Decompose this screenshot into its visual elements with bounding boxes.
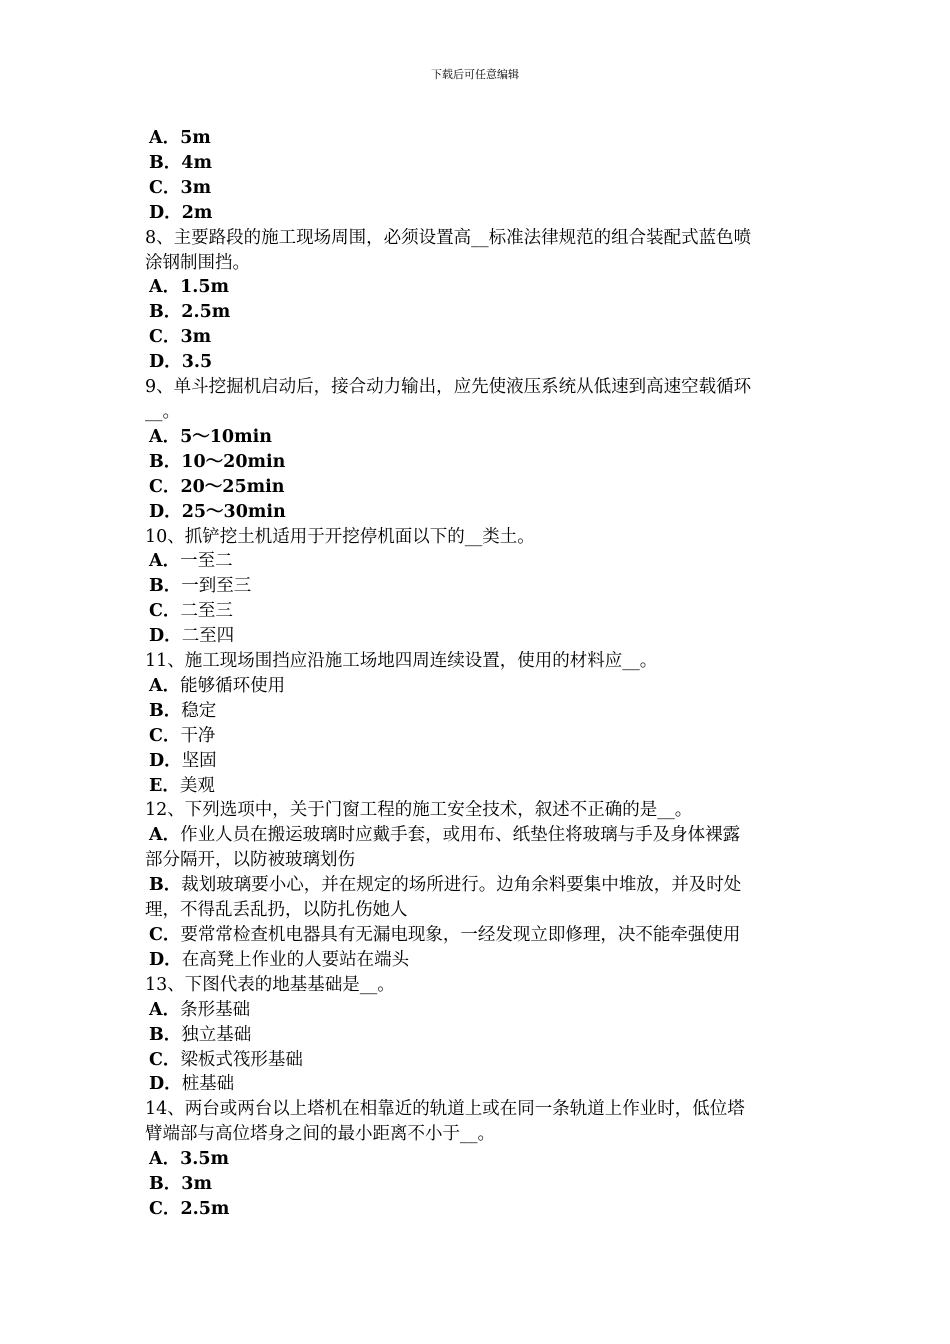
option-text: 3m — [181, 1174, 212, 1195]
option-letter: A． — [149, 999, 181, 1020]
answer-option — [145, 1197, 810, 1222]
answer-option — [145, 275, 810, 300]
option-text: 3m — [180, 177, 212, 198]
question-text: 10、抓铲挖土机适用于开挖停机面以下的__类土。 — [145, 526, 535, 547]
answer-option — [145, 774, 810, 799]
option-letter: C． — [149, 601, 181, 622]
document-body — [145, 126, 810, 1222]
question-text: 13、下图代表的地基基础是__。 — [145, 974, 395, 995]
option-letter: A． — [149, 825, 181, 846]
option-letter: B． — [149, 451, 182, 472]
option-letter: B． — [149, 1024, 182, 1045]
option-text: 裁划玻璃要小心，并在规定的场所进行。边角余料要集中堆放，并及时处 — [181, 875, 742, 896]
answer-option — [145, 350, 810, 375]
option-text: 部分隔开，以防被玻璃划伤 — [145, 850, 355, 871]
option-letter: A． — [149, 128, 181, 148]
option-text: 2m — [181, 202, 213, 223]
option-text: 要常常检查机电器具有无漏电现象，一经发现立即修理，决不能牵强使用 — [180, 925, 741, 945]
option-text: 在高凳上作业的人要站在端头 — [181, 949, 410, 970]
option-text: 桩基础 — [181, 1074, 235, 1095]
option-text: 作业人员在搬运玻璃时应戴手套，或用布、纸垫住将玻璃与手及身体裸露 — [180, 825, 741, 846]
option-text: 一到至三 — [181, 576, 252, 597]
answer-option — [145, 599, 810, 624]
option-text: 坚固 — [181, 750, 217, 771]
page-header: 下载后可任意编辑 — [431, 68, 519, 81]
option-text: 25～30min — [181, 501, 286, 522]
option-text: 3.5m — [180, 1149, 230, 1170]
option-text: 能够循环使用 — [180, 675, 286, 696]
answer-option — [145, 1048, 810, 1073]
answer-option — [145, 724, 810, 749]
option-text: 美观 — [179, 775, 215, 796]
option-letter: C． — [149, 925, 181, 945]
question-text: 14、两台或两台以上塔机在相靠近的轨道上或在同一条轨道上作业时，低位塔 — [145, 1099, 745, 1120]
answer-option — [145, 823, 810, 848]
answer-option — [145, 151, 810, 176]
option-text: 5～10min — [180, 426, 272, 447]
answer-option — [145, 574, 810, 599]
answer-option — [145, 325, 810, 350]
question-text: 臂端部与高位塔身之间的最小距离不小于__。 — [145, 1124, 495, 1145]
option-letter: B． — [149, 1174, 182, 1195]
option-letter: C． — [149, 1198, 181, 1219]
answer-option — [145, 674, 810, 699]
option-text: 2.5m — [181, 302, 231, 323]
option-text: 独立基础 — [181, 1024, 252, 1045]
answer-option — [145, 1147, 810, 1172]
answer-option — [145, 624, 810, 649]
option-text: 20～25min — [180, 476, 285, 497]
question-text: 涂钢制围挡。 — [145, 252, 250, 273]
answer-option — [145, 1072, 810, 1097]
option-letter: D． — [149, 626, 182, 647]
option-text: 3m — [180, 327, 212, 348]
option-letter: E． — [149, 775, 180, 796]
question-text: 11、施工现场围挡应沿施工场地四周连续设置，使用的材料应__。 — [145, 651, 658, 672]
option-text: 3.5 — [181, 352, 213, 373]
answer-option — [145, 873, 810, 898]
option-letter: A． — [149, 426, 181, 447]
answer-option — [145, 1172, 810, 1197]
option-letter: D． — [149, 501, 182, 522]
answer-option — [145, 998, 810, 1023]
option-letter: D． — [149, 202, 182, 223]
answer-option — [145, 1023, 810, 1048]
option-letter: C． — [149, 725, 181, 746]
answer-option — [145, 300, 810, 325]
answer-option-continuation — [145, 848, 810, 873]
question-text: 9、单斗挖掘机启动后，接合动力输出，应先使液压系统从低速到高速空载循环 — [145, 377, 752, 398]
answer-option — [145, 699, 810, 724]
answer-option — [145, 126, 810, 151]
option-letter: C． — [149, 476, 181, 497]
answer-option — [145, 425, 810, 450]
option-text: 稳定 — [181, 700, 217, 721]
option-letter: A． — [149, 277, 181, 298]
option-letter: D． — [149, 949, 182, 970]
question-text: 12、下列选项中，关于门窗工程的施工安全技术，叙述不正确的是__。 — [145, 800, 693, 821]
option-text: 干净 — [180, 725, 216, 746]
option-letter: D． — [149, 352, 182, 373]
option-text: 二至四 — [181, 626, 235, 647]
option-letter: A． — [149, 551, 181, 572]
option-letter: A． — [149, 675, 181, 696]
option-letter: D． — [149, 1074, 182, 1095]
option-text: 二至三 — [180, 601, 233, 622]
option-letter: A． — [149, 1149, 181, 1170]
option-letter: D． — [149, 750, 182, 771]
option-text: 2.5m — [180, 1198, 230, 1219]
option-letter: B． — [149, 875, 182, 896]
answer-option — [145, 475, 810, 500]
option-text: 10～20min — [181, 451, 286, 472]
answer-option — [145, 500, 810, 525]
option-text: 理，不得乱丢乱扔，以防扎伤她人 — [145, 900, 408, 921]
answer-option-continuation — [145, 898, 810, 923]
option-letter: B． — [149, 576, 182, 597]
option-text: 条形基础 — [180, 999, 251, 1020]
answer-option — [145, 923, 810, 948]
answer-option — [145, 749, 810, 774]
option-letter: C． — [149, 177, 181, 198]
answer-option — [145, 450, 810, 475]
question-text: 8、主要路段的施工现场周围，必须设置高__标准法律规范的组合装配式蓝色喷 — [145, 227, 752, 248]
question-text: __。 — [145, 401, 180, 422]
option-text: 5m — [180, 128, 211, 148]
option-letter: B． — [149, 302, 182, 323]
answer-option — [145, 549, 810, 574]
option-text: 梁板式筏形基础 — [180, 1049, 303, 1070]
option-text: 一至二 — [180, 551, 233, 572]
option-text: 1.5m — [180, 277, 230, 298]
option-letter: B． — [149, 700, 182, 721]
option-letter: C． — [149, 327, 181, 348]
option-text: 4m — [181, 152, 212, 173]
option-letter: C． — [149, 1049, 181, 1070]
answer-option — [145, 948, 810, 973]
answer-option — [145, 201, 810, 226]
answer-option — [145, 176, 810, 201]
option-letter: B． — [149, 152, 182, 173]
